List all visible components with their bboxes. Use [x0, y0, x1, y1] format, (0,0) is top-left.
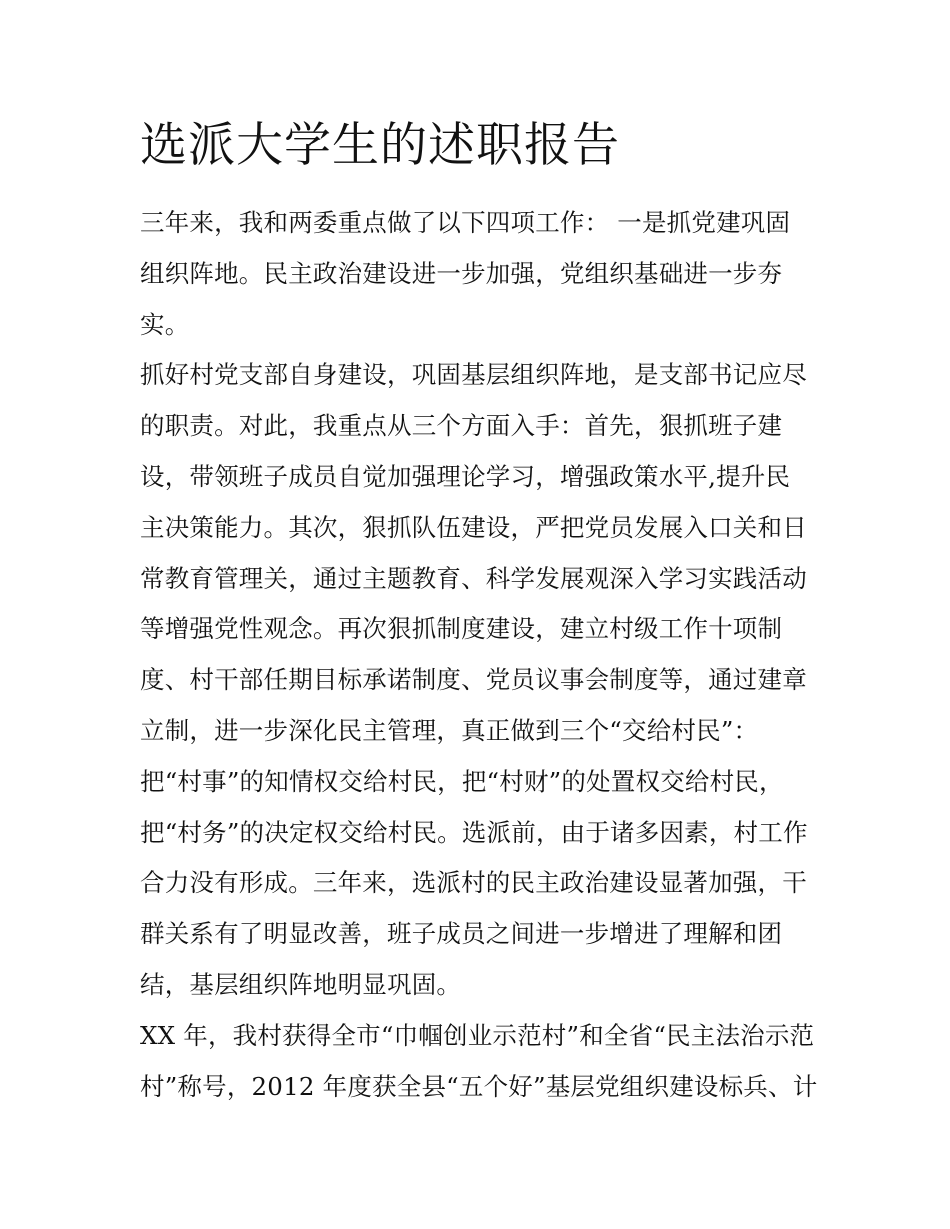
document-body [140, 198, 820, 1112]
text-line: 三年来，我和两委重点做了以下四项工作： 一是抓党建巩固 [140, 208, 791, 237]
text-line: 常教育管理关，通过主题教育、科学发展观深入学习实践活动 [140, 563, 807, 593]
text-line: 群关系有了明显改善，班子成员之间进一步增进了理解和团 [140, 919, 783, 949]
text-line: 等增强党性观念。再次狠抓制度建设，建立村级工作十项制 [140, 614, 783, 644]
text-line: 组织阵地。民主政治建设进一步加强，党组织基础进一步夯 [140, 258, 783, 288]
text-line: XX 年，我村获得全市“巾帼创业示范村”和全省“民主法治示范 [140, 1020, 815, 1050]
text-line: 把“村务”的决定权交给村民。选派前，由于诸多因素，村工作 [140, 817, 808, 847]
text-line: 村”称号，2012 年度获全县“五个好”基层党组织建设标兵、计 [140, 1071, 818, 1101]
text-line: 实。 [140, 309, 190, 339]
text-line: 设，带领班子成员自觉加强理论学习，增强政策水平,提升民 [140, 461, 791, 491]
text-line: 结，基层组织阵地明显巩固。 [140, 969, 462, 999]
text-line: 合力没有形成。三年来，选派村的民主政治建设显著加强，干 [140, 868, 807, 898]
document-title: 选派大学生的述职报告 [140, 118, 620, 173]
paragraph-2 [140, 350, 820, 1010]
text-line: 抓好村党支部自身建设，巩固基层组织阵地，是支部书记应尽 [140, 360, 807, 390]
text-line: 度、村干部任期目标承诺制度、党员议事会制度等，通过建章 [140, 665, 807, 695]
text-line: 的职责。对此，我重点从三个方面入手：首先，狠抓班子建 [140, 411, 783, 441]
text-line: 把“村事”的知情权交给村民，把“村财”的处置权交给村民， [140, 766, 784, 796]
paragraph-3 [140, 1011, 820, 1113]
paragraph-1 [140, 198, 820, 350]
text-line: 主决策能力。其次，狠抓队伍建设，严把党员发展入口关和日 [140, 512, 807, 542]
text-line: 立制，进一步深化民主管理，真正做到三个“交给村民”： [140, 715, 759, 745]
